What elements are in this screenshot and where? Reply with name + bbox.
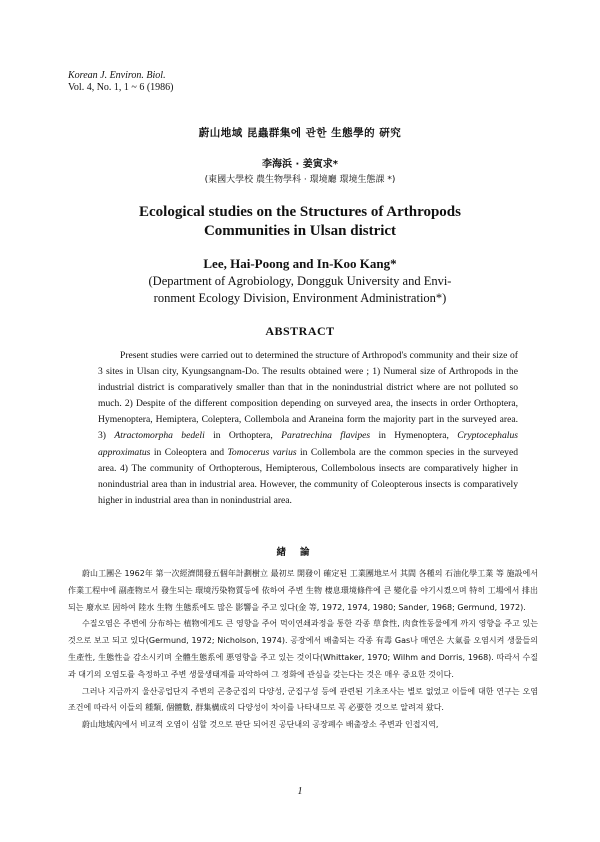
journal-citation (68, 70, 174, 94)
affiliation-english-line-2: ronment Ecology Division, Environment Administration*) (153, 291, 447, 305)
abstract-heading: ABSTRACT (265, 324, 335, 338)
abstract-text-4: in Coleoptera and (150, 446, 228, 458)
introduction-paragraph: 蔚山工團은 1962年 第一次經濟開發五個年計劃樹立 最初로 開發이 確定된 工業團地로서 其間 各種의 石油化學工業 等 施設에서 作業工程中에 副產物로서 發生되는 環境汚染物質등에 依하여 주변 生物 棲息環境條件에 큰 變化를 야기시켰으며 特히 工場에서 排出되는 廢水로 因하여 陸水 生物 生態系에도 많은 影響을 주고 있다(金 等, 1972, 1974, 1980; Sander, 1968; Germund, 1972). (68, 569, 538, 612)
abstract-text-5: in Collembola are the common species in the surveyed area. 4) The community of Orthopterous, Hemipterous, Collembolous insects are comparatively higher in nonindustrial area than in industrial area. However, the community of Coleopterous insects is comparatively higher in industrial area than in nonindustrial area. (98, 446, 519, 506)
species-name: Atractomorpha bedeli (114, 430, 205, 442)
abstract-body (98, 348, 518, 509)
title-english (0, 203, 600, 241)
title-korean: 蔚山地域 昆蟲群集에 관한 生態學的 硏究 (198, 127, 402, 139)
species-name: Paratrechina flavipes (281, 430, 371, 442)
species-name: Tomocerus varius (227, 446, 297, 458)
introduction-body (68, 566, 538, 734)
title-english-line-2: Communities in Ulsan district (203, 223, 397, 239)
authors-korean: 李海浜 · 姜寅求* (262, 159, 338, 170)
abstract-text-3: in Hymenoptera, (370, 430, 458, 442)
abstract-text-2: in Orthoptera, (204, 430, 282, 442)
introduction-paragraph: 수질오염은 주변에 分布하는 植物에게도 큰 영향을 주어 먹이연쇄과정을 통한 각종 草食性, 肉食性동물에게 까지 영향을 주고 있는 것으로 보고 되고 있다(Germund, 1972; Nicholson, 1974). 공장에서 배출되는 각종 有毒 Gas나 매연은 大氣를 오염시켜 생물들의 生產性, 生態性을 감소시키며 全體生態系에 悪영향을 주고 있는 것이다(Whittaker, 1970; Wilhm and Dorris, 1968). 따라서 수질과 대기의 오염도를 측정하고 주변 생물생태계를 파악하여 그 정화에 관심을 갖는다는 것은 매우 중요한 것이다. (68, 619, 538, 679)
affiliation-english-line-1: (Department of Agrobiology, Dongguk University and Envi- (148, 274, 452, 288)
journal-volume: Vol. 4, No. 1, 1 ~ 6 (1986) (68, 82, 174, 93)
abstract-text-1: Present studies were carried out to determined the structure of Arthropod's community and their size of 3 sites in Ulsan city, Kyungsangnam-Do. The results obtained were ; 1) Numeral size of Arthropods in the industrial district is comparatively smaller than that in the nonindustrial district where are not polluted so much. 2) Despite of the different composition depending on surveyed area, the insects in order Orthoptera, Hymenoptera, Hemiptera, Coleptera, Collembola and Araneina form the majority part in the surveyed area. 3) (98, 350, 518, 442)
affiliation-english (0, 273, 600, 307)
title-english-line-1: Ecological studies on the Structures of Arthropods (139, 204, 461, 220)
introduction-heading: 緖論 (276, 547, 324, 558)
journal-name: Korean J. Environ. Biol. (68, 70, 166, 81)
introduction-paragraph: 蔚山地域內에서 비교적 오염이 심할 것으로 판단 되어진 공단내의 공장폐수 배출장소 주변과 인접지역, (82, 720, 439, 730)
affiliation-korean: (東國大學校 農生物學科 · 環境廳 環境生態課 *) (204, 175, 396, 185)
page-number: 1 (297, 786, 303, 797)
species-name: Cryptocephalus approximatus (98, 430, 518, 458)
authors-english: Lee, Hai-Poong and In-Koo Kang* (203, 256, 397, 271)
introduction-paragraph: 그러나 지금까지 울산공업단지 주변의 곤충군집의 다양성, 군집구성 등에 관련된 기초조사는 별로 없었고 이들에 대한 연구는 오염 조건에 따라서 이들의 種類, 個體數, 群集構成의 다양성이 차이를 나타내므로 꼭 必要한 것으로 알려져 왔다. (68, 686, 538, 713)
